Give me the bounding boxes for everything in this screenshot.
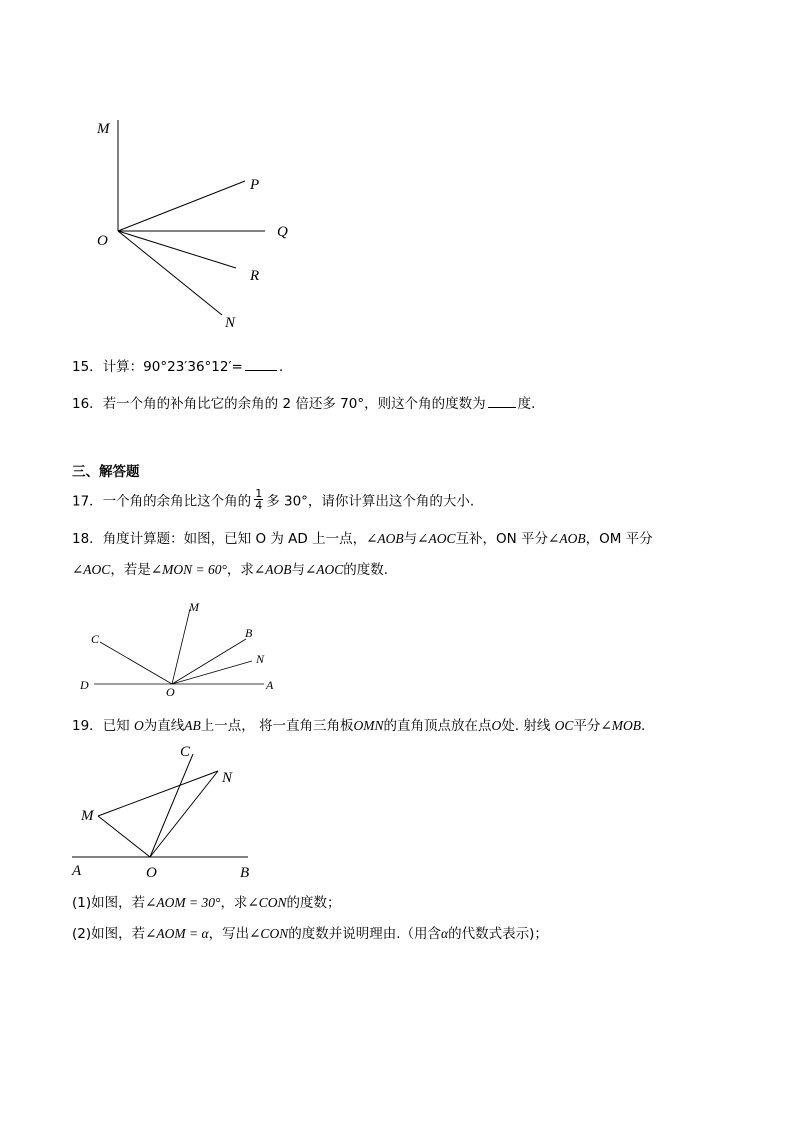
label-P: P: [250, 177, 260, 193]
question-19: [72, 716, 645, 736]
math-expression: ∠MON = 60°: [150, 562, 227, 577]
question-15: [72, 357, 283, 377]
label-Q: Q: [277, 224, 288, 240]
side-OM: [98, 816, 150, 857]
label-N: N: [225, 315, 236, 331]
math-angle: ∠AOB: [548, 531, 586, 546]
label-N: N: [222, 770, 233, 786]
math-angle: ∠AOC: [417, 531, 456, 546]
question-17: [72, 487, 475, 513]
question-number: 17．: [72, 493, 103, 510]
question-text: 计算：90°23′36°12′=: [102, 359, 243, 375]
math-variable: α: [441, 926, 449, 941]
question-text: 的度数；: [286, 895, 341, 911]
question-19-part-1: [72, 893, 341, 913]
question-text: ，OM 平分: [585, 531, 653, 547]
math-angle: ∠CON: [249, 926, 289, 941]
math-angle: ∠AOB: [366, 531, 404, 546]
question-text: ，写出: [208, 926, 250, 942]
question-text: ，若是: [110, 562, 151, 578]
math-angle: ∠AOC: [72, 562, 111, 577]
question-text: 的度数并说明理由.（用含: [288, 926, 441, 942]
question-text: .: [641, 718, 646, 734]
math-point: O: [133, 718, 144, 733]
question-number: 16．: [72, 396, 103, 412]
section-title: [72, 462, 140, 482]
fraction: [254, 488, 263, 511]
math-ray: OC: [554, 718, 574, 733]
question-text: 已知: [102, 718, 130, 734]
label-C: C: [91, 632, 100, 646]
figure-1-rays-from-O: [0, 0, 794, 340]
question-19-part-2: [72, 924, 548, 944]
question-text: 与: [291, 562, 305, 578]
answer-blank: [245, 358, 277, 371]
question-number: 19．: [72, 718, 103, 734]
question-18-line-2: [72, 560, 388, 580]
math-expression: ∠AOM = 30°: [145, 895, 221, 910]
label-M: M: [97, 121, 110, 137]
math-triangle: OMN: [353, 718, 384, 733]
ray-ON: [118, 231, 222, 315]
math-line: AB: [184, 718, 201, 733]
question-text: 与: [403, 531, 418, 547]
ray-OR: [118, 231, 236, 268]
label-C: C: [180, 744, 191, 760]
question-text: ，求: [220, 895, 248, 911]
question-text: 处. 射线: [501, 718, 551, 734]
question-text: (2)如图，若: [72, 926, 146, 942]
figure-3-triangle-OMN: [0, 738, 794, 883]
label-A: A: [266, 678, 274, 692]
question-text: 一个角的余角比这个角的: [102, 493, 252, 510]
question-number: 18．: [72, 531, 103, 547]
question-18-line-1: [72, 529, 653, 549]
ray-OB: [172, 639, 246, 684]
math-point: O: [491, 718, 502, 733]
question-text: ，求: [226, 562, 254, 578]
math-expression: ∠AOM = α: [145, 926, 209, 941]
label-A: A: [72, 863, 82, 879]
question-text: 上一点， 将一直角三角板: [200, 718, 354, 734]
label-B: B: [245, 626, 253, 640]
question-text: .: [278, 359, 284, 375]
question-text: 平分: [573, 718, 601, 734]
question-text: 互补，ON 平分: [455, 531, 549, 547]
question-16: [72, 394, 535, 414]
question-text: 度.: [517, 396, 536, 412]
label-O: O: [146, 865, 157, 881]
label-D: D: [80, 678, 89, 692]
label-N: N: [256, 652, 265, 666]
question-text: 为直线: [143, 718, 185, 734]
label-B: B: [240, 865, 250, 881]
label-O: O: [166, 685, 175, 699]
fraction-denominator: 4: [255, 499, 263, 512]
math-angle: ∠CON: [247, 895, 287, 910]
math-angle: ∠MOB: [600, 718, 641, 733]
fraction-numerator: 1: [255, 487, 263, 500]
question-text: (1)如图，若: [72, 895, 146, 911]
question-text: 的直角顶点放在点: [383, 718, 492, 734]
answer-blank: [488, 395, 516, 408]
math-angle: ∠AOC: [304, 562, 344, 577]
math-angle: ∠AOB: [253, 562, 292, 577]
question-text: 的度数.: [343, 562, 389, 578]
label-M: M: [81, 808, 94, 824]
ray-OM: [172, 609, 190, 684]
question-text: 多 30°，请你计算出这个角的大小.: [266, 493, 475, 510]
question-text: 的代数式表示)；: [448, 926, 548, 942]
figure-2-line-DA: [0, 595, 794, 705]
ray-ON: [172, 661, 252, 684]
ray-OC: [100, 642, 172, 684]
question-text: 若一个角的补角比它的余角的 2 倍还多 70°，则这个角的度数为: [102, 396, 486, 412]
section-title-text: 三、解答题: [72, 464, 140, 480]
label-M: M: [189, 600, 199, 614]
ray-OC: [150, 754, 193, 857]
ray-OP: [118, 181, 245, 231]
label-R: R: [250, 268, 260, 284]
question-number: 15．: [72, 359, 103, 375]
question-text: 角度计算题：如图，已知 O 为 AD 上一点，: [102, 531, 367, 547]
label-O: O: [97, 233, 108, 249]
